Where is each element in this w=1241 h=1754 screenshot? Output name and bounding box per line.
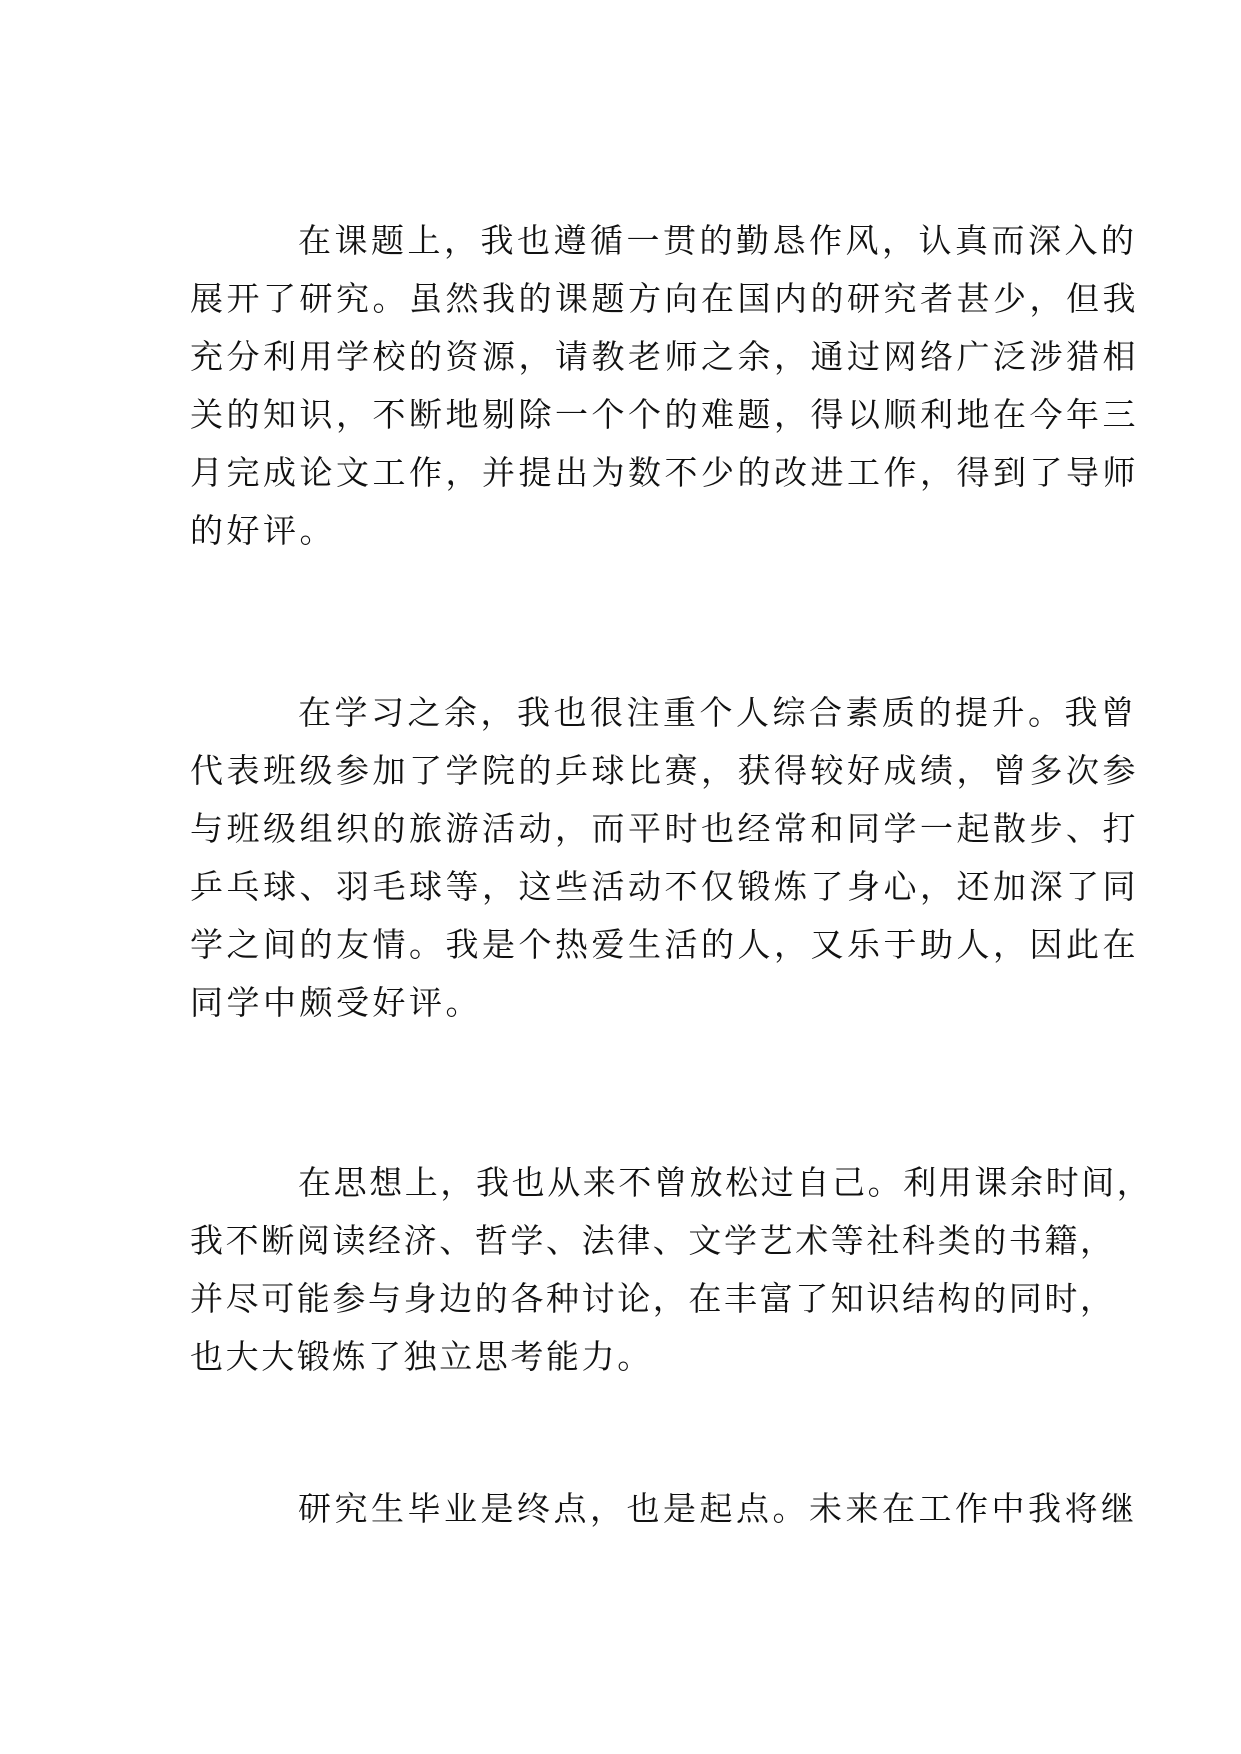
- paragraph-line: 在思想上，我也从来不曾放松过自己。利用课余时间，: [298, 1163, 1153, 1202]
- paragraph-thinking: [190, 1154, 1153, 1386]
- paragraph-line: 并尽可能参与身边的各种讨论，在丰富了知识结构的同时，: [190, 1279, 1116, 1318]
- paragraph-line: 研究生毕业是终点，也是起点。未来在工作中我将继: [298, 1489, 1138, 1528]
- paragraph-line: 月完成论文工作，并提出为数不少的改进工作，得到了导师: [190, 453, 1139, 492]
- paragraph-line: 的好评。: [190, 511, 336, 550]
- paragraph-line: 展开了研究。虽然我的课题方向在国内的研究者甚少，但我: [190, 279, 1139, 318]
- paragraph-line: 代表班级参加了学院的乒球比赛，获得较好成绩，曾多次参: [190, 751, 1139, 790]
- paragraph-line: 乒乓球、羽毛球等，这些活动不仅锻炼了身心，还加深了同: [190, 867, 1139, 906]
- paragraph-line: 我不断阅读经济、哲学、法律、文学艺术等社科类的书籍，: [190, 1221, 1116, 1260]
- paragraph-line: 在课题上，我也遵循一贯的勤恳作风，认真而深入的: [298, 221, 1138, 260]
- paragraph-line: 在学习之余，我也很注重个人综合素质的提升。我曾: [298, 693, 1138, 732]
- paragraph-line: 关的知识，不断地剔除一个个的难题，得以顺利地在今年三: [190, 395, 1139, 434]
- paragraph-line: 与班级组织的旅游活动，而平时也经常和同学一起散步、打: [190, 809, 1139, 848]
- paragraph-line: 同学中颇受好评。: [190, 983, 482, 1022]
- paragraph-line: 也大大锻炼了独立思考能力。: [190, 1337, 653, 1376]
- paragraph-line: 充分利用学校的资源，请教老师之余，通过网络广泛涉猎相: [190, 337, 1139, 376]
- paragraph-line: 学之间的友情。我是个热爱生活的人，又乐于助人，因此在: [190, 925, 1139, 964]
- paragraph-research: [190, 212, 1139, 560]
- paragraph-activities: [190, 684, 1139, 1032]
- paragraph-future: [190, 1480, 1138, 1538]
